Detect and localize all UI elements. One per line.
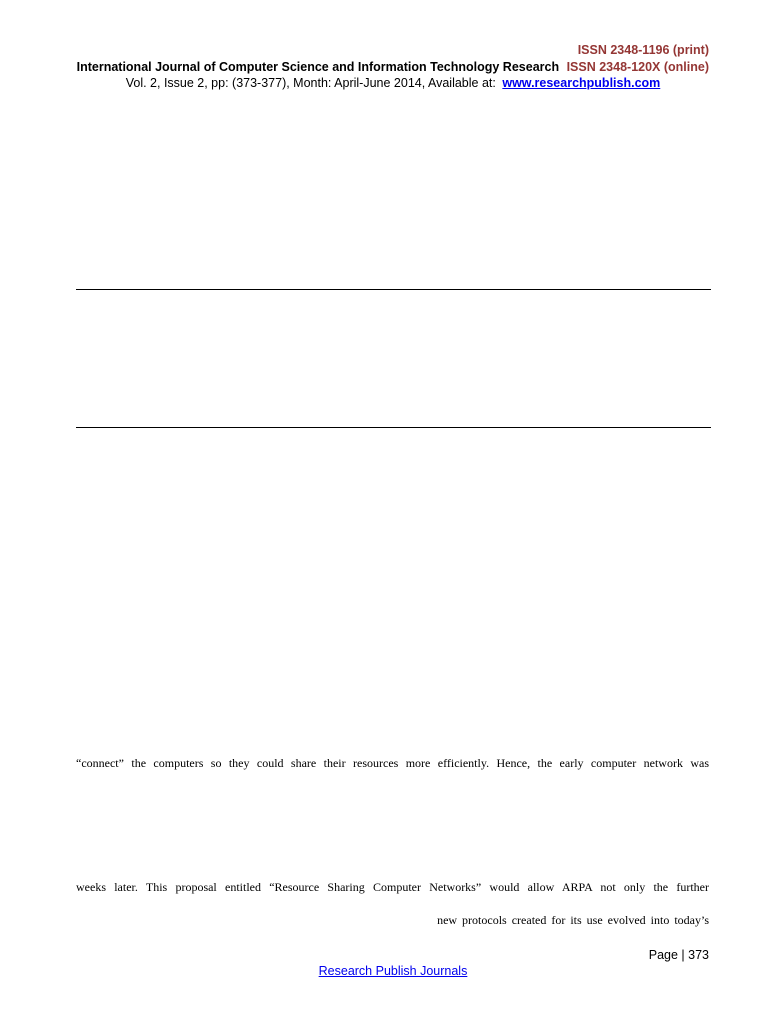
issn-print: ISSN 2348-1196 (print) bbox=[577, 43, 709, 57]
body-text-line: “connect” the computers so they could share their resources more efficiently. Hence, the early computer network was bbox=[76, 756, 709, 770]
body-text-line: weeks later. This proposal entitled “Resource Sharing Computer Networks” would allow ARPA not only the further bbox=[76, 880, 709, 894]
journal-title: International Journal of Computer Science and Information Technology Research bbox=[76, 60, 560, 74]
website-link[interactable]: www.researchpublish.com bbox=[502, 76, 661, 90]
top-divider bbox=[76, 289, 711, 290]
journal-title-line bbox=[77, 59, 709, 75]
publisher-link[interactable]: Research Publish Journals bbox=[318, 964, 468, 978]
volume-info: Vol. 2, Issue 2, pp: (373-377), Month: April-June 2014, Available at: bbox=[125, 76, 496, 90]
body-text-line: new protocols created for its use evolved into today’s bbox=[437, 913, 709, 927]
bottom-divider bbox=[76, 427, 711, 428]
volume-line bbox=[0, 75, 768, 91]
issn-online: ISSN 2348-120X (online) bbox=[566, 60, 709, 74]
page-number: Page | 373 bbox=[648, 948, 709, 962]
